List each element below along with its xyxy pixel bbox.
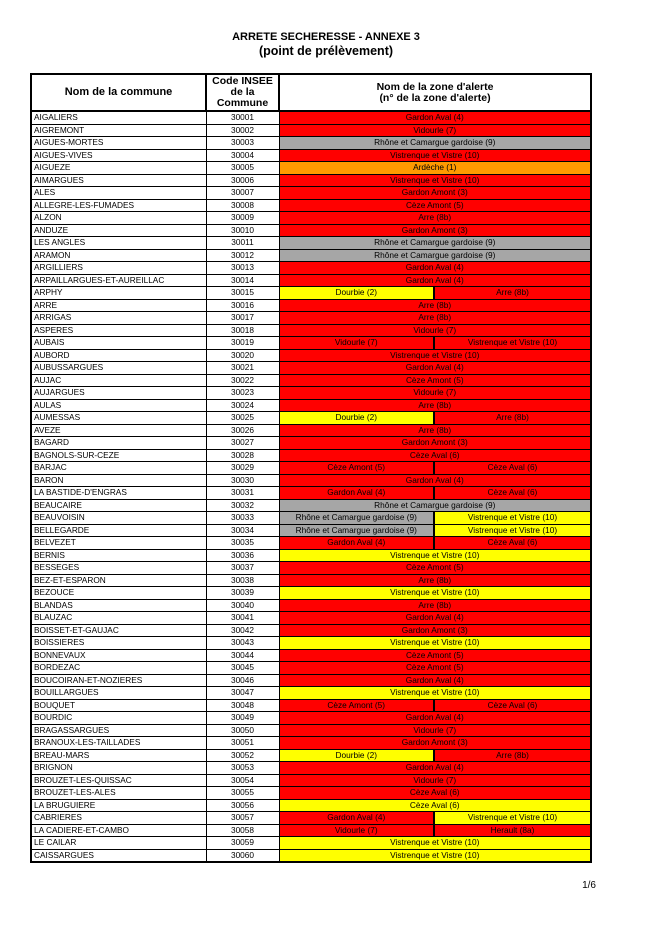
table-row: [31, 799, 591, 812]
commune-name: BEAUCAIRE: [31, 499, 206, 512]
commune-name: BORDEZAC: [31, 662, 206, 675]
alert-zone: Cèze Aval (6): [434, 699, 591, 712]
table-row: [31, 562, 591, 575]
alert-zone: Rhône et Camargue gardoise (9): [279, 499, 591, 512]
table-row: [31, 762, 591, 775]
commune-code: 30050: [206, 724, 279, 737]
commune-code: 30014: [206, 274, 279, 287]
alert-zone: Gardon Aval (4): [279, 474, 591, 487]
table-row: [31, 512, 591, 525]
commune-code: 30051: [206, 737, 279, 750]
table-row: [31, 587, 591, 600]
table-row: [31, 624, 591, 637]
alert-zone: Vistrenque et Vistre (10): [279, 637, 591, 650]
table-row: [31, 749, 591, 762]
table-row: [31, 274, 591, 287]
commune-zone-table: [30, 73, 592, 863]
commune-code: 30008: [206, 199, 279, 212]
table-row: [31, 687, 591, 700]
commune-name: AIMARGUES: [31, 174, 206, 187]
commune-name: AULAS: [31, 399, 206, 412]
alert-zone: Cèze Amont (5): [279, 699, 434, 712]
commune-name: AVEZE: [31, 424, 206, 437]
table-row: [31, 449, 591, 462]
commune-name: LES ANGLES: [31, 237, 206, 250]
commune-code: 30060: [206, 849, 279, 862]
page-number: 1/6: [582, 880, 596, 891]
commune-name: BREAU-MARS: [31, 749, 206, 762]
alert-zone: Arre (8b): [279, 299, 591, 312]
commune-code: 30010: [206, 224, 279, 237]
commune-name: ARGILLIERS: [31, 262, 206, 275]
table-row: [31, 262, 591, 275]
table-row: [31, 362, 591, 375]
commune-name: BRAGASSARGUES: [31, 724, 206, 737]
table-row: [31, 224, 591, 237]
commune-name: BOUILLARGUES: [31, 687, 206, 700]
commune-name: ARPHY: [31, 287, 206, 300]
table-row: [31, 599, 591, 612]
alert-zone: Vistrenque et Vistre (10): [279, 849, 591, 862]
commune-name: ARAMON: [31, 249, 206, 262]
commune-name: BLAUZAC: [31, 612, 206, 625]
alert-zone: Gardon Aval (4): [279, 274, 591, 287]
table-row: [31, 662, 591, 675]
alert-zone: Arre (8b): [279, 599, 591, 612]
table-row: [31, 187, 591, 200]
commune-code: 30024: [206, 399, 279, 412]
commune-name: AUJAC: [31, 374, 206, 387]
alert-zone: Rhône et Camargue gardoise (9): [279, 237, 591, 250]
table-row: [31, 349, 591, 362]
commune-code: 30055: [206, 787, 279, 800]
commune-code: 30018: [206, 324, 279, 337]
table-row: [31, 424, 591, 437]
commune-name: AUJARGUES: [31, 387, 206, 400]
commune-name: BLANDAS: [31, 599, 206, 612]
commune-code: 30054: [206, 774, 279, 787]
commune-name: AIGUEZE: [31, 162, 206, 175]
commune-name: AUBUSSARGUES: [31, 362, 206, 375]
commune-code: 30047: [206, 687, 279, 700]
table-row: [31, 174, 591, 187]
commune-name: AIGUES-VIVES: [31, 149, 206, 162]
commune-code: 30005: [206, 162, 279, 175]
alert-zone: Vistrenque et Vistre (10): [434, 337, 591, 350]
alert-zone: Gardon Amont (3): [279, 187, 591, 200]
alert-zone: Herault (8a): [434, 824, 591, 837]
alert-zone: Cèze Amont (5): [279, 662, 591, 675]
alert-zone: Dourbie (2): [279, 749, 434, 762]
commune-name: AIGREMONT: [31, 124, 206, 137]
commune-name: BROUZET-LES-QUISSAC: [31, 774, 206, 787]
commune-code: 30012: [206, 249, 279, 262]
commune-name: BARON: [31, 474, 206, 487]
table-row: [31, 212, 591, 225]
table-row: [31, 499, 591, 512]
alert-zone: Vistrenque et Vistre (10): [279, 549, 591, 562]
alert-zone: Gardon Aval (4): [279, 362, 591, 375]
alert-zone: Arre (8b): [434, 287, 591, 300]
table-row: [31, 111, 591, 124]
commune-name: LA CADIERE-ET-CAMBO: [31, 824, 206, 837]
header-code-insee: Code INSEE de la Commune: [206, 74, 279, 111]
commune-code: 30057: [206, 812, 279, 825]
alert-zone: Cèze Aval (6): [279, 787, 591, 800]
commune-name: AUBORD: [31, 349, 206, 362]
alert-zone: Vidourle (7): [279, 824, 434, 837]
alert-zone: Arre (8b): [279, 399, 591, 412]
commune-code: 30036: [206, 549, 279, 562]
commune-code: 30032: [206, 499, 279, 512]
alert-zone: Gardon Aval (4): [279, 712, 591, 725]
commune-code: 30025: [206, 412, 279, 425]
commune-name: BOUQUET: [31, 699, 206, 712]
alert-zone: Gardon Aval (4): [279, 111, 591, 124]
alert-zone: Vistrenque et Vistre (10): [434, 812, 591, 825]
alert-zone: Vistrenque et Vistre (10): [279, 149, 591, 162]
table-row: [31, 612, 591, 625]
commune-name: AIGALIERS: [31, 111, 206, 124]
table-row: [31, 287, 591, 300]
alert-zone: Gardon Aval (4): [279, 612, 591, 625]
table-row: [31, 737, 591, 750]
table-row: [31, 487, 591, 500]
alert-zone: Cèze Aval (6): [434, 462, 591, 475]
commune-code: 30013: [206, 262, 279, 275]
commune-code: 30037: [206, 562, 279, 575]
commune-code: 30011: [206, 237, 279, 250]
commune-name: BELVEZET: [31, 537, 206, 550]
alert-zone: Cèze Aval (6): [434, 487, 591, 500]
alert-zone: Gardon Aval (4): [279, 537, 434, 550]
commune-name: ARRIGAS: [31, 312, 206, 325]
table-row: [31, 837, 591, 850]
commune-name: ALES: [31, 187, 206, 200]
table-row: [31, 237, 591, 250]
commune-code: 30015: [206, 287, 279, 300]
alert-zone: Gardon Aval (4): [279, 812, 434, 825]
alert-zone: Gardon Aval (4): [279, 262, 591, 275]
commune-name: BAGARD: [31, 437, 206, 450]
commune-name: BERNIS: [31, 549, 206, 562]
commune-code: 30053: [206, 762, 279, 775]
alert-zone: Vistrenque et Vistre (10): [279, 349, 591, 362]
table-row: [31, 637, 591, 650]
commune-code: 30022: [206, 374, 279, 387]
commune-code: 30023: [206, 387, 279, 400]
commune-name: BOUCOIRAN-ET-NOZIERES: [31, 674, 206, 687]
commune-code: 30017: [206, 312, 279, 325]
commune-name: BONNEVAUX: [31, 649, 206, 662]
commune-code: 30052: [206, 749, 279, 762]
alert-zone: Gardon Amont (3): [279, 624, 591, 637]
commune-code: 30016: [206, 299, 279, 312]
commune-code: 30042: [206, 624, 279, 637]
alert-zone: Cèze Aval (6): [279, 799, 591, 812]
table-row: [31, 724, 591, 737]
table-row: [31, 812, 591, 825]
commune-code: 30046: [206, 674, 279, 687]
commune-code: 30033: [206, 512, 279, 525]
alert-zone: Arre (8b): [279, 212, 591, 225]
table-row: [31, 787, 591, 800]
table-row: [31, 312, 591, 325]
table-row: [31, 699, 591, 712]
alert-zone: Cèze Amont (5): [279, 562, 591, 575]
table-row: [31, 199, 591, 212]
alert-zone: Vistrenque et Vistre (10): [434, 512, 591, 525]
alert-zone: Cèze Amont (5): [279, 649, 591, 662]
alert-zone: Rhône et Camargue gardoise (9): [279, 524, 434, 537]
table-row: [31, 462, 591, 475]
table-row: [31, 549, 591, 562]
alert-zone: Arre (8b): [279, 574, 591, 587]
commune-name: ARRE: [31, 299, 206, 312]
commune-code: 30056: [206, 799, 279, 812]
commune-code: 30058: [206, 824, 279, 837]
alert-zone: Vidourle (7): [279, 724, 591, 737]
commune-code: 30045: [206, 662, 279, 675]
alert-zone: Dourbie (2): [279, 287, 434, 300]
commune-name: BAGNOLS-SUR-CEZE: [31, 449, 206, 462]
commune-code: 30026: [206, 424, 279, 437]
commune-code: 30019: [206, 337, 279, 350]
commune-code: 30030: [206, 474, 279, 487]
alert-zone: Gardon Aval (4): [279, 674, 591, 687]
commune-code: 30040: [206, 599, 279, 612]
table-row: [31, 137, 591, 150]
table-row: [31, 324, 591, 337]
commune-name: BRANOUX-LES-TAILLADES: [31, 737, 206, 750]
commune-name: AUMESSAS: [31, 412, 206, 425]
table-row: [31, 824, 591, 837]
alert-zone: Cèze Amont (5): [279, 462, 434, 475]
alert-zone: Gardon Amont (3): [279, 437, 591, 450]
alert-zone: Arre (8b): [434, 412, 591, 425]
commune-code: 30035: [206, 537, 279, 550]
commune-code: 30020: [206, 349, 279, 362]
commune-name: ALLEGRE-LES-FUMADES: [31, 199, 206, 212]
alert-zone: Cèze Amont (5): [279, 199, 591, 212]
commune-name: AIGUES-MORTES: [31, 137, 206, 150]
table-row: [31, 649, 591, 662]
commune-name: BESSEGES: [31, 562, 206, 575]
commune-name: BARJAC: [31, 462, 206, 475]
commune-code: 30049: [206, 712, 279, 725]
table-row: [31, 574, 591, 587]
table-row: [31, 124, 591, 137]
commune-name: LE CAILAR: [31, 837, 206, 850]
alert-zone: Vistrenque et Vistre (10): [279, 174, 591, 187]
commune-name: BOURDIC: [31, 712, 206, 725]
table-row: [31, 387, 591, 400]
alert-zone: Vidourle (7): [279, 774, 591, 787]
table-row: [31, 412, 591, 425]
commune-name: CAISSARGUES: [31, 849, 206, 862]
alert-zone: Cèze Amont (5): [279, 374, 591, 387]
table-row: [31, 712, 591, 725]
alert-zone: Gardon Amont (3): [279, 224, 591, 237]
table-row: [31, 474, 591, 487]
commune-name: BROUZET-LES-ALES: [31, 787, 206, 800]
commune-code: 30041: [206, 612, 279, 625]
document-title: ARRETE SECHERESSE - ANNEXE 3: [232, 31, 420, 43]
table-row: [31, 849, 591, 862]
commune-code: 30031: [206, 487, 279, 500]
commune-code: 30003: [206, 137, 279, 150]
table-row: [31, 674, 591, 687]
commune-name: BRIGNON: [31, 762, 206, 775]
commune-code: 30001: [206, 111, 279, 124]
commune-code: 30048: [206, 699, 279, 712]
table-row: [31, 299, 591, 312]
commune-name: ALZON: [31, 212, 206, 225]
alert-zone: Arre (8b): [434, 749, 591, 762]
table-row: [31, 399, 591, 412]
commune-code: 30027: [206, 437, 279, 450]
header-commune: Nom de la commune: [31, 74, 206, 111]
commune-name: ANDUZE: [31, 224, 206, 237]
alert-zone: Gardon Aval (4): [279, 762, 591, 775]
commune-code: 30007: [206, 187, 279, 200]
alert-zone: Vistrenque et Vistre (10): [279, 687, 591, 700]
commune-name: LA BASTIDE-D'ENGRAS: [31, 487, 206, 500]
table-row: [31, 537, 591, 550]
commune-name: AUBAIS: [31, 337, 206, 350]
alert-zone: Cèze Aval (6): [279, 449, 591, 462]
commune-name: CABRIERES: [31, 812, 206, 825]
alert-zone: Rhône et Camargue gardoise (9): [279, 137, 591, 150]
table-row: [31, 374, 591, 387]
alert-zone: Gardon Aval (4): [279, 487, 434, 500]
commune-name: BOISSIERES: [31, 637, 206, 650]
commune-name: BEZOUCE: [31, 587, 206, 600]
document-subtitle: (point de prélèvement): [258, 44, 394, 58]
alert-zone: Arre (8b): [279, 424, 591, 437]
commune-code: 30059: [206, 837, 279, 850]
alert-zone: Vidourle (7): [279, 124, 591, 137]
commune-code: 30028: [206, 449, 279, 462]
commune-name: ARPAILLARGUES-ET-AUREILLAC: [31, 274, 206, 287]
table-row: [31, 774, 591, 787]
alert-zone: Gardon Amont (3): [279, 737, 591, 750]
alert-zone: Vidourle (7): [279, 387, 591, 400]
header-zone-line1: Nom de la zone d'alerte: [376, 80, 494, 93]
alert-zone: Rhône et Camargue gardoise (9): [279, 512, 434, 525]
header-zone: [279, 74, 591, 111]
commune-code: 30021: [206, 362, 279, 375]
commune-name: LA BRUGUIERE: [31, 799, 206, 812]
commune-code: 30006: [206, 174, 279, 187]
commune-code: 30044: [206, 649, 279, 662]
alert-zone: Vistrenque et Vistre (10): [279, 587, 591, 600]
commune-code: 30039: [206, 587, 279, 600]
alert-zone: Ardèche (1): [279, 162, 591, 175]
commune-code: 30002: [206, 124, 279, 137]
table-row: [31, 249, 591, 262]
commune-name: BOISSET-ET-GAUJAC: [31, 624, 206, 637]
table-row: [31, 524, 591, 537]
table-row: [31, 337, 591, 350]
alert-zone: Rhône et Camargue gardoise (9): [279, 249, 591, 262]
commune-code: 30034: [206, 524, 279, 537]
table-body: [31, 111, 591, 862]
header-zone-line2: (n° de la zone d'alerte): [379, 91, 491, 104]
table-header-row: [31, 74, 591, 111]
table-row: [31, 162, 591, 175]
alert-zone: Dourbie (2): [279, 412, 434, 425]
commune-code: 30038: [206, 574, 279, 587]
commune-code: 30029: [206, 462, 279, 475]
alert-zone: Vidourle (7): [279, 337, 434, 350]
commune-name: BEAUVOISIN: [31, 512, 206, 525]
alert-zone: Arre (8b): [279, 312, 591, 325]
alert-zone: Vidourle (7): [279, 324, 591, 337]
table-row: [31, 149, 591, 162]
commune-code: 30004: [206, 149, 279, 162]
commune-name: ASPERES: [31, 324, 206, 337]
commune-name: BEZ-ET-ESPARON: [31, 574, 206, 587]
alert-zone: Vistrenque et Vistre (10): [434, 524, 591, 537]
table-row: [31, 437, 591, 450]
commune-code: 30009: [206, 212, 279, 225]
alert-zone: Vistrenque et Vistre (10): [279, 837, 591, 850]
commune-name: BELLEGARDE: [31, 524, 206, 537]
commune-code: 30043: [206, 637, 279, 650]
alert-zone: Cèze Aval (6): [434, 537, 591, 550]
